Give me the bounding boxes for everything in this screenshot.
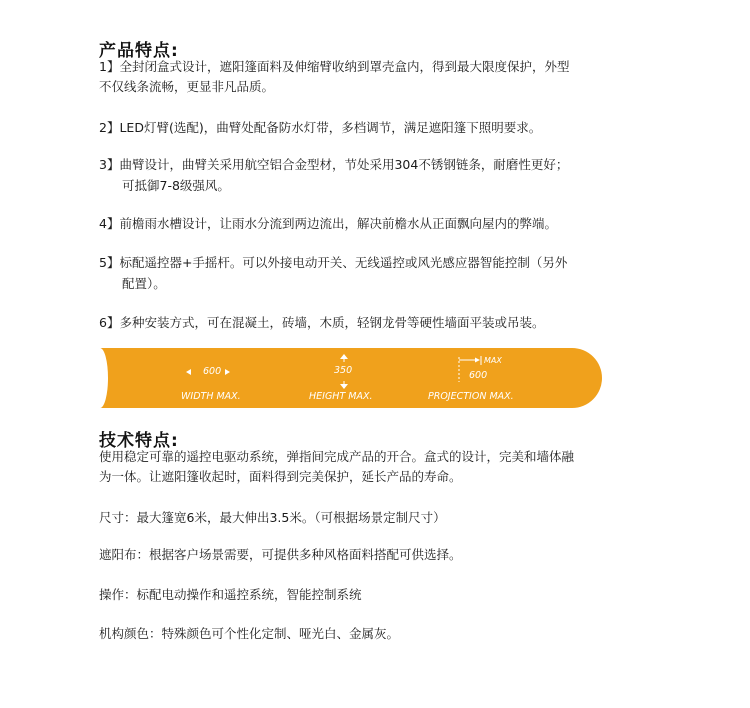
projection-label: PROJECTION MAX. — [428, 391, 514, 402]
feature-6-line-1: 6】多种安装方式，可在混凝土，砖墙，木质，轻钢龙骨等硬性墙面平装或吊装。 — [99, 315, 545, 330]
tech-features-heading: 技术特点: — [99, 431, 179, 451]
projection-value: 600 — [469, 370, 488, 381]
feature-1-line-2: 不仅线条流畅，更显非凡品质。 — [99, 79, 275, 94]
projection-max-tag: MAX — [484, 356, 502, 365]
width-label: WIDTH MAX. — [181, 391, 241, 402]
height-label: HEIGHT MAX. — [309, 391, 373, 402]
dimensions-banner — [100, 348, 602, 408]
tech-operation: 操作：标配电动操作和遥控系统，智能控制系统 — [99, 587, 362, 602]
feature-3-line-1: 3】曲臂设计，曲臂关采用航空铝合金型材，节处采用304不锈钢链条，耐磨性更好； — [99, 157, 569, 172]
feature-4-line-1: 4】前檐雨水槽设计，让雨水分流到两边流出，解决前檐水从正面飘向屋内的弊端。 — [99, 216, 557, 231]
feature-1-line-1: 1】全封闭盒式设计，遮阳篷面料及伸缩臂收纳到罩壳盒内，得到最大限度保护，外型 — [99, 59, 570, 74]
tech-fabric: 遮阳布：根据客户场景需要，可提供多种风格面料搭配可供选择。 — [99, 547, 462, 562]
tech-intro-line-1: 使用稳定可靠的遥控电驱动系统，弹指间完成产品的开合。盒式的设计，完美和墙体融 — [99, 449, 575, 464]
width-value: 600 — [203, 366, 222, 377]
tech-intro-line-2: 为一体。让遮阳篷收起时，面料得到完美保护，延长产品的寿命。 — [99, 469, 462, 484]
feature-5-line-2: 配置）。 — [122, 276, 166, 291]
tech-color: 机构颜色：特殊颜色可个性化定制、哑光白、金属灰。 — [99, 626, 400, 641]
feature-2-line-1: 2】LED灯臂(选配)，曲臂处配备防水灯带，多档调节，满足遮阳篷下照明要求。 — [99, 120, 542, 135]
tech-size: 尺寸：最大篷宽6米，最大伸出3.5米。（可根据场景定制尺寸） — [99, 510, 446, 525]
product-features-heading: 产品特点: — [99, 41, 179, 61]
feature-3-line-2: 可抵御7-8级强风。 — [122, 178, 230, 193]
feature-5-line-1: 5】标配遥控器+手摇杆。可以外接电动开关、无线遥控或风光感应器智能控制（另外 — [99, 255, 568, 270]
height-value: 350 — [334, 365, 353, 376]
